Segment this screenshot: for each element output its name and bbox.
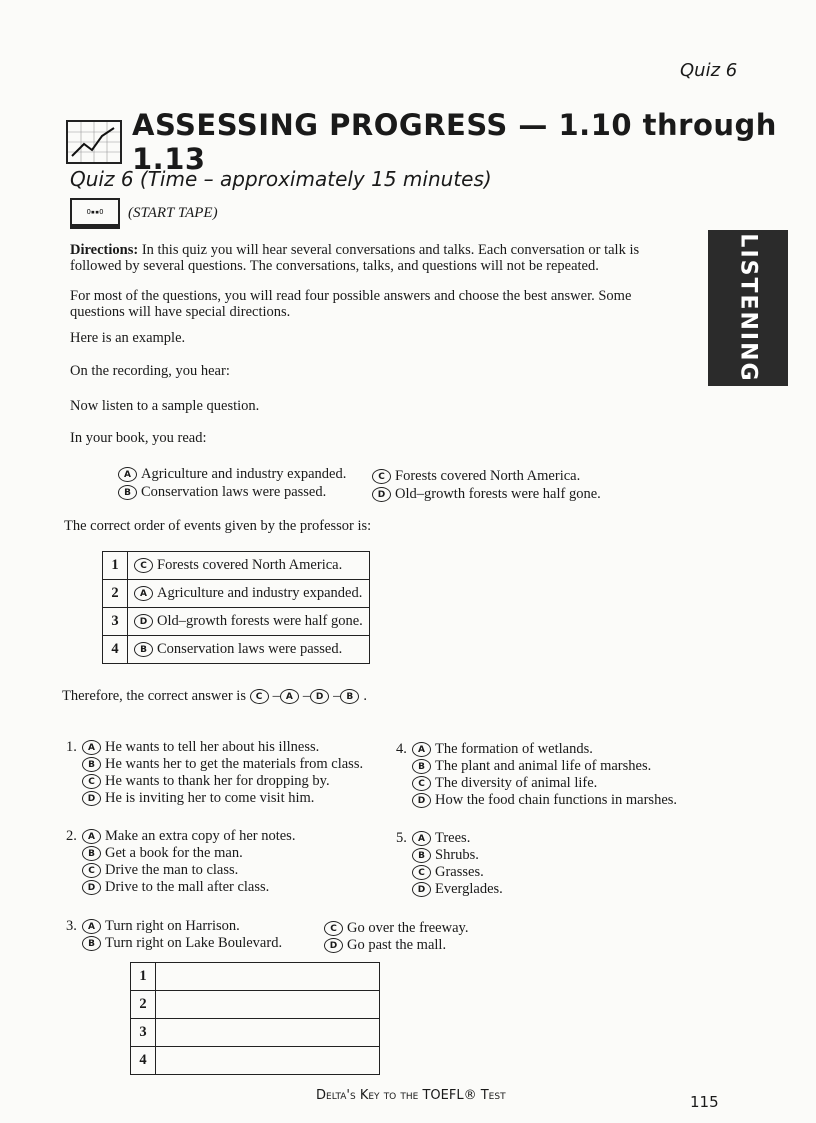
blank-cell[interactable]	[156, 963, 380, 991]
answer-bubble-c[interactable]: C	[324, 921, 343, 936]
answer-bubble-c[interactable]: C	[82, 863, 101, 878]
blank-cell[interactable]	[156, 1047, 380, 1075]
footer-title: Delta's Key to the TOEFL® Test	[316, 1088, 506, 1103]
answer-bubble-b: B	[134, 642, 153, 657]
question-number: 5.	[396, 830, 407, 846]
example-label: Here is an example.	[70, 330, 186, 346]
option-text: The formation of wetlands.	[435, 741, 593, 757]
period: .	[363, 688, 367, 704]
answer-bubble-d[interactable]: D	[412, 793, 431, 808]
order-cell	[128, 580, 370, 608]
order-cell	[128, 608, 370, 636]
order-number: 2	[103, 580, 128, 608]
option-c[interactable]	[396, 864, 503, 881]
directions-text: In this quiz you will hear several conversations and talks. Each conversation or talk is followed by several questions. The conversations, talks, and questions will not be repeated.	[70, 242, 640, 274]
quiz-subtitle: Quiz 6 (Time – approximately 15 minutes)	[70, 167, 492, 191]
question-5	[396, 830, 503, 898]
option-text: Old–growth forests were half gone.	[395, 486, 601, 502]
example-option-b[interactable]	[118, 484, 326, 501]
answer-bubble-a[interactable]: A	[412, 831, 431, 846]
option-a[interactable]	[66, 828, 295, 845]
option-text: The diversity of animal life.	[435, 775, 598, 791]
start-tape-label: (START TAPE)	[128, 205, 218, 221]
order-text: Agriculture and industry expanded.	[157, 585, 363, 601]
answer-bubble-a[interactable]: A	[82, 740, 101, 755]
option-a[interactable]	[396, 741, 677, 758]
option-text: Get a book for the man.	[105, 845, 243, 861]
answer-bubble-a[interactable]: A	[82, 919, 101, 934]
option-b[interactable]	[66, 935, 282, 952]
option-text: Drive the man to class.	[105, 862, 239, 878]
answer-bubble-c: C	[250, 689, 269, 704]
order-number: 1	[103, 552, 128, 580]
option-d[interactable]	[396, 792, 677, 809]
option-c[interactable]	[66, 862, 295, 879]
option-a[interactable]	[66, 739, 363, 756]
answer-bubble-c[interactable]: C	[412, 776, 431, 791]
correct-answer-line: Therefore, the correct answer is C – A – D – B .	[62, 688, 367, 704]
question-3	[66, 918, 282, 952]
answer-bubble-d[interactable]: D	[412, 882, 431, 897]
option-text: Everglades.	[435, 881, 503, 897]
example-option-a[interactable]	[118, 466, 346, 483]
blank-answer-table	[130, 962, 380, 1075]
option-text: Turn right on Harrison.	[105, 918, 240, 934]
answer-bubble-a[interactable]: A	[118, 467, 137, 482]
progress-chart-icon	[66, 120, 122, 164]
answer-bubble-a: A	[134, 586, 153, 601]
order-text: Forests covered North America.	[157, 557, 343, 573]
option-d[interactable]	[396, 881, 503, 898]
blank-cell[interactable]	[156, 991, 380, 1019]
correct-order-label: The correct order of events given by the professor is:	[64, 518, 372, 534]
quiz-tag: Quiz 6	[680, 60, 738, 81]
answer-bubble-b: B	[340, 689, 359, 704]
page-number: 115	[690, 1093, 719, 1111]
answer-bubble-d: D	[310, 689, 329, 704]
answer-bubble-b[interactable]: B	[118, 485, 137, 500]
option-text: Go past the mall.	[347, 937, 447, 953]
directions-label: Directions:	[70, 242, 139, 258]
option-text: He wants her to get the materials from class.	[105, 756, 364, 772]
instructions-paragraph: For most of the questions, you will read four possible answers and choose the best answer. Some questions will have special directions.	[70, 288, 632, 320]
answer-bubble-c[interactable]: C	[372, 469, 391, 484]
option-d[interactable]	[66, 879, 295, 896]
order-number: 4	[103, 636, 128, 664]
option-text: Agriculture and industry expanded.	[141, 466, 347, 482]
listening-side-tab	[708, 230, 788, 386]
table-row	[103, 580, 370, 608]
option-text: The plant and animal life of marshes.	[435, 758, 652, 774]
question-4	[396, 741, 677, 809]
option-text: Turn right on Lake Boulevard.	[105, 935, 283, 951]
option-text: Forests covered North America.	[395, 468, 581, 484]
order-text: Old–growth forests were half gone.	[157, 613, 363, 629]
question-3-right	[324, 920, 468, 954]
row-number: 3	[131, 1019, 156, 1047]
answer-bubble-c[interactable]: C	[412, 865, 431, 880]
example-option-d[interactable]	[372, 486, 601, 503]
cassette-tape-icon: O▪▪O	[70, 198, 120, 229]
answer-bubble-d[interactable]: D	[82, 880, 101, 895]
answer-bubble-a[interactable]: A	[412, 742, 431, 757]
title-row	[66, 108, 816, 176]
option-b[interactable]	[396, 847, 503, 864]
option-b[interactable]	[66, 845, 295, 862]
option-a[interactable]	[66, 918, 282, 935]
now-listen-label: Now listen to a sample question.	[70, 398, 260, 414]
order-table	[102, 551, 370, 664]
table-row	[131, 991, 380, 1019]
table-row	[131, 1019, 380, 1047]
blank-cell[interactable]	[156, 1019, 380, 1047]
example-option-c[interactable]	[372, 468, 580, 485]
tape-row	[70, 198, 218, 229]
answer-bubble-b[interactable]: B	[412, 759, 431, 774]
table-row	[131, 963, 380, 991]
option-c[interactable]	[396, 775, 677, 792]
answer-bubble-c: C	[134, 558, 153, 573]
option-text: How the food chain functions in marshes.	[435, 792, 678, 808]
row-number: 1	[131, 963, 156, 991]
option-b[interactable]	[66, 756, 363, 773]
table-row	[103, 552, 370, 580]
answer-bubble-d[interactable]: D	[82, 791, 101, 806]
table-row	[131, 1047, 380, 1075]
option-text: Trees.	[435, 830, 471, 846]
answer-bubble-b[interactable]: B	[82, 757, 101, 772]
option-text: Shrubs.	[435, 847, 479, 863]
table-row	[103, 636, 370, 664]
in-book-label: In your book, you read:	[70, 430, 207, 446]
option-c[interactable]	[324, 920, 468, 937]
answer-bubble-d[interactable]: D	[372, 487, 391, 502]
question-2	[66, 828, 295, 896]
main-title: ASSESSING PROGRESS — 1.10 through 1.13	[132, 108, 777, 176]
answer-bubble-d[interactable]: D	[324, 938, 343, 953]
option-text: He wants to tell her about his illness.	[105, 739, 320, 755]
option-text: Go over the freeway.	[347, 920, 469, 936]
on-recording-label: On the recording, you hear:	[70, 363, 230, 379]
therefore-text: Therefore, the correct answer is	[62, 688, 246, 704]
question-number: 4.	[396, 741, 407, 757]
option-text: Grasses.	[435, 864, 484, 880]
order-number: 3	[103, 608, 128, 636]
side-tab-label: LISTENING	[735, 233, 761, 383]
question-number: 1.	[66, 739, 77, 755]
option-text: He is inviting her to come visit him.	[105, 790, 315, 806]
order-cell	[128, 552, 370, 580]
answer-bubble-c[interactable]: C	[82, 774, 101, 789]
option-d[interactable]	[324, 937, 468, 954]
option-text: Make an extra copy of her notes.	[105, 828, 296, 844]
order-text: Conservation laws were passed.	[157, 641, 343, 657]
answer-bubble-b[interactable]: B	[82, 846, 101, 861]
answer-bubble-d: D	[134, 614, 153, 629]
question-number: 3.	[66, 918, 77, 934]
option-d[interactable]	[66, 790, 363, 807]
option-c[interactable]	[66, 773, 363, 790]
option-text: Conservation laws were passed.	[141, 484, 327, 500]
order-cell	[128, 636, 370, 664]
question-number: 2.	[66, 828, 77, 844]
answer-bubble-a[interactable]: A	[82, 829, 101, 844]
row-number: 2	[131, 991, 156, 1019]
row-number: 4	[131, 1047, 156, 1075]
table-row	[103, 608, 370, 636]
answer-bubble-b[interactable]: B	[82, 936, 101, 951]
answer-bubble-a: A	[280, 689, 299, 704]
option-text: He wants to thank her for dropping by.	[105, 773, 330, 789]
option-a[interactable]	[396, 830, 503, 847]
directions-paragraph	[70, 242, 670, 274]
answer-bubble-b[interactable]: B	[412, 848, 431, 863]
question-1	[66, 739, 363, 807]
option-text: Drive to the mall after class.	[105, 879, 270, 895]
option-b[interactable]	[396, 758, 677, 775]
